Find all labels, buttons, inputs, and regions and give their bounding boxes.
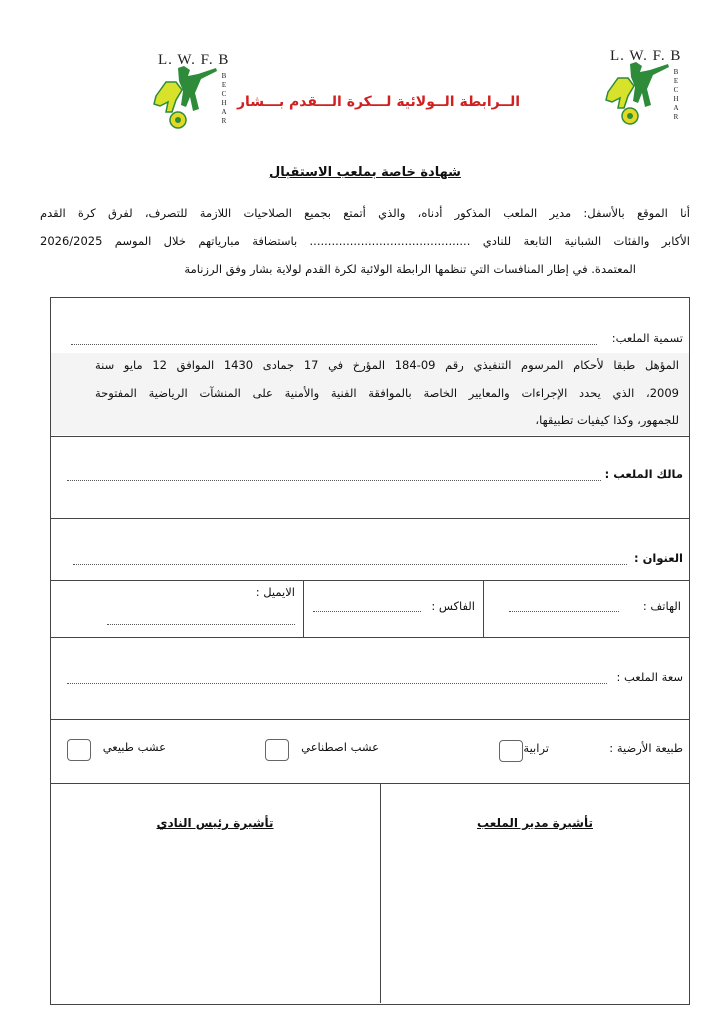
owner-row <box>51 437 689 519</box>
phone-field[interactable] <box>509 611 619 612</box>
decree-paragraph <box>51 353 689 435</box>
email-label: الايميل : <box>255 585 295 599</box>
signature-stadium-manager: تأشيرة مدير الملعب <box>477 816 593 830</box>
logo-letters: L. W. F. B <box>610 48 682 64</box>
stadium-name-label: تسمية الملعب: <box>611 331 683 345</box>
intro-line-3: المعتمدة. في إطار المنافسات التي تنظمها الرابطة الولائية لكرة القدم لولاية بشار وفق الرزنامة <box>184 262 636 276</box>
contact-row <box>51 581 689 638</box>
league-logo-left <box>148 52 258 132</box>
league-logo-right <box>600 48 710 128</box>
ground-option-checkbox-artificial-turf[interactable] <box>265 739 289 761</box>
capacity-field[interactable] <box>67 683 607 684</box>
footballer-icon <box>600 62 670 126</box>
stadium-form-table <box>50 297 690 1005</box>
signatures-row <box>51 784 689 1003</box>
owner-label: مالك الملعب : <box>604 467 683 481</box>
ground-option-label-dirt: ترابية <box>523 741 549 755</box>
ground-option-checkbox-natural-grass[interactable] <box>67 739 91 761</box>
column-divider <box>303 581 304 637</box>
footballer-icon <box>148 66 218 130</box>
stadium-name-field[interactable] <box>71 344 597 345</box>
logo-letters: L. W. F. B <box>158 52 230 68</box>
ground-option-label-artificial-turf: عشب اصطناعي <box>301 740 379 754</box>
logo-side-text: BECHAR <box>673 68 679 121</box>
manager-signature-area[interactable] <box>383 844 687 1001</box>
logo-side-text: BECHAR <box>221 72 227 125</box>
intro-line-1: أنا الموقع بالأسفل: مدير الملعب المذكور أدناه، والذي أتمتع بجميع الصلاحيات اللازمة للتصرف، لفرق كرة القدم <box>40 206 690 220</box>
intro-line-2: الأكابر والفئات الشبانية التابعة للنادي ............................................ باستضافة مبارياتهم خلال الموسم 2026/2025 <box>40 234 690 248</box>
address-field[interactable] <box>73 564 627 565</box>
decree-line-2: 2009، الذي يحدد الإجراءات والمعايير الخاصة بالموافقة الفنية والأمنية على المنشآت الرياضية المفتوحة <box>95 386 679 400</box>
ground-type-label: طبيعة الأرضية : <box>609 741 683 755</box>
ground-option-label-natural-grass: عشب طبيعي <box>102 740 166 754</box>
ground-option-checkbox-dirt[interactable] <box>499 740 523 762</box>
address-label: العنوان : <box>633 551 683 565</box>
stadium-name-row <box>51 298 689 437</box>
president-signature-area[interactable] <box>53 844 378 1001</box>
ground-type-row <box>51 720 689 784</box>
phone-label: الهاتف : <box>642 599 681 613</box>
decree-line-3: للجمهور، وكذا كيفيات تطبيقها، <box>535 413 679 427</box>
email-field[interactable] <box>107 624 295 625</box>
owner-field[interactable] <box>67 480 601 481</box>
document-title: شهادة خاصة بملعب الاستقبال <box>269 165 461 180</box>
capacity-label: سعة الملعب : <box>616 670 683 684</box>
fax-field[interactable] <box>313 611 421 612</box>
fax-label: الفاكس : <box>431 599 475 613</box>
column-divider <box>483 581 484 637</box>
league-name: الــرابطة الــولائية لـــكرة الـــقدم بـــشار <box>236 94 520 110</box>
address-row <box>51 519 689 581</box>
decree-line-1: المؤهل طبقا لأحكام المرسوم التنفيذي رقم 09-184 المؤرخ في 17 جمادى 1430 الموافق 12 مايو سنة <box>95 358 680 372</box>
capacity-row <box>51 638 689 720</box>
signature-club-president: تأشيرة رئيس النادي <box>156 816 274 830</box>
